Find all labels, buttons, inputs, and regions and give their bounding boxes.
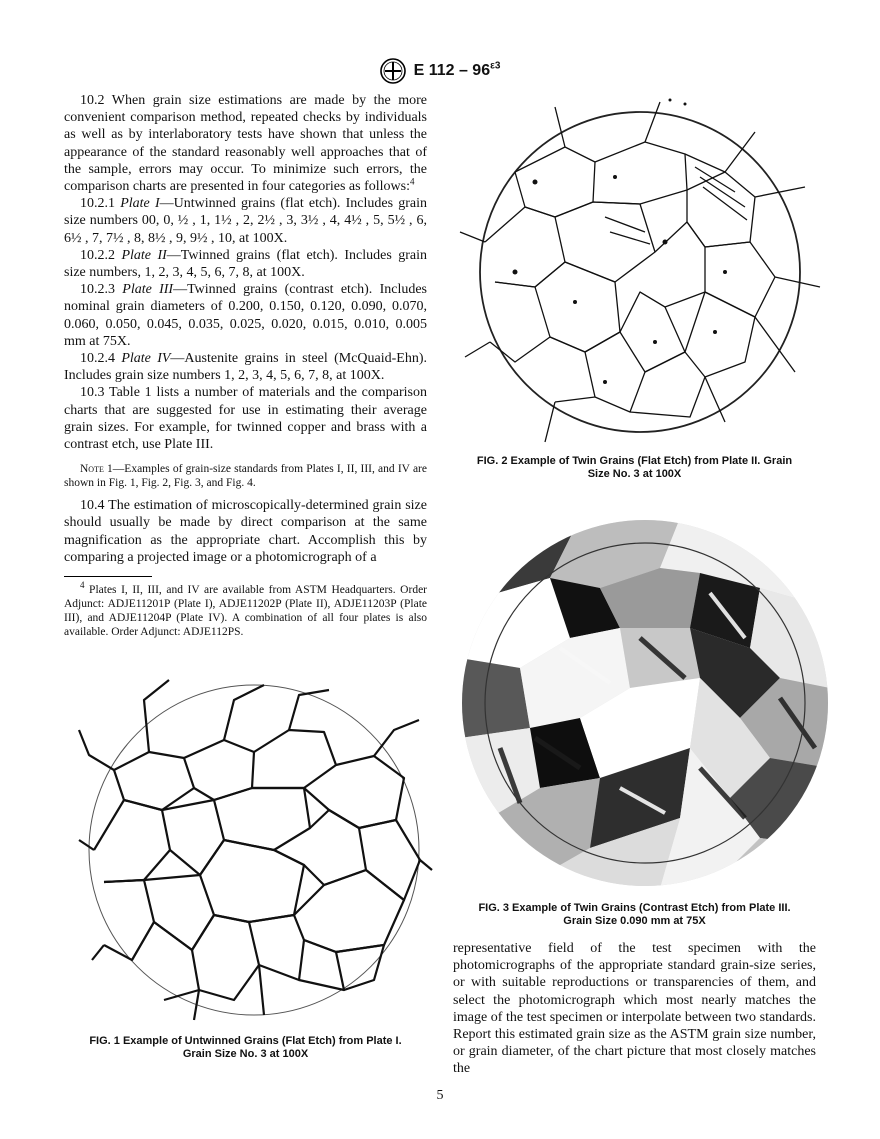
astm-logo-icon bbox=[380, 58, 406, 84]
paragraph-10-2-4: 10.2.4 Plate IV—Austenite grains in steel (McQuaid-Ehn). Includes grain size numbers 1, 2, 3, 4, 5, 6, 7, 8, at 100X. bbox=[64, 351, 428, 384]
left-column bbox=[64, 92, 427, 566]
paragraph-10-2-2: 10.2.2 Plate II—Twinned grains (flat etch). Includes grain size numbers, 1, 2, 3, 4, 5, 6, 7, 8, at 100X. bbox=[64, 247, 428, 281]
paragraph-10-4: 10.4 The estimation of microscopically-determined grain size should usually be made by direct comparison at the same magnification as the appropriate chart. Accomplish this by comparing a projected image or a photomicrograph of a bbox=[64, 498, 427, 565]
page-header bbox=[0, 58, 880, 84]
paragraph-10-3: 10.3 Table 1 lists a number of materials and the comparison charts that are suggested for use in estimating their average grain sizes. For example, for twinned copper and brass with a contrast etch, use Plate III. bbox=[64, 385, 427, 453]
document-designation: E $112 - 96^{\varepsilon 3}$ bbox=[413, 60, 501, 79]
paragraph-10-2: 10.2 When grain size estimations are made by the more convenient comparison method, repeated checks by individuals as well as by interlaboratory tests have shown that unless the appearance of the standard reasonably well approaches that of the sample, errors may occur. To minimize such errors, the comparison charts are presented in four categories as follows:$^4$ bbox=[64, 93, 427, 195]
right-column bbox=[453, 940, 816, 1078]
page-number: 5 bbox=[436, 1088, 444, 1103]
figure-2-micrograph bbox=[455, 92, 825, 452]
figure-1-micrograph bbox=[74, 660, 434, 1030]
figure-3-micrograph bbox=[460, 518, 830, 888]
footnote-divider bbox=[64, 576, 152, 577]
figure-2-caption: FIG. 2 Example of Twin Grains (Flat Etch) from Plate II. Grain Size No. 3 at 100X bbox=[476, 455, 793, 480]
note-1: Note 1—Examples of grain-size standards from Plates I, II, III, and IV are shown in Fig. 1, Fig. 2, Fig. 3, and Fig. 4. bbox=[64, 463, 427, 490]
paragraph-10-2-1: 10.2.1 Plate I—Untwinned grains (flat etch). Includes grain size numbers 00, 0, ½ , 1, 1½ , 2, 2½ , 3, 3½ , 4, 4½ , 5, 5½ , 6, 6½ , 7, 7½ , 8, 8½ , 9, 9½ , 10, at 100X. bbox=[64, 196, 427, 246]
figure-1-caption: FIG. 1 Example of Untwinned Grains (Flat Etch) from Plate I. Grain Size No. 3 at 100X bbox=[89, 1035, 402, 1060]
figure-3-caption: FIG. 3 Example of Twin Grains (Contrast Etch) from Plate III. Grain Size 0.090 mm at 75X bbox=[478, 902, 791, 927]
footnote-4: $^4$ Plates I, II, III, and IV are available from ASTM Headquarters. Order Adjunct: ADJE11201P (Plate I), ADJE11202P (Plate II), ADJE11203P (Plate III), and ADJE11204P (Plate IV). A combination of all four plates is also available. Order Adjunct: ADJE112PS. bbox=[64, 580, 427, 638]
paragraph-10-2-3: 10.2.3 Plate III—Twinned grains (contrast etch). Includes nominal grain diameters of 0.200, 0.150, 0.120, 0.090, 0.070, 0.060, 0.050, 0.045, 0.035, 0.025, 0.020, 0.015, 0.010, 0.005 mm at 75X. bbox=[64, 282, 428, 349]
paragraph-10-4-continued: representative field of the test specimen with the photomicrographs of the appropriate standard grain-size series, or with suitable reproductions or transparencies of them, and select the photomicrograph which most nearly matches the image of the test specimen or interpolate between two standards. Report this estimated grain size as the ASTM grain size number, or grain diameter, of the chart picture that most closely matches the bbox=[453, 941, 816, 1077]
